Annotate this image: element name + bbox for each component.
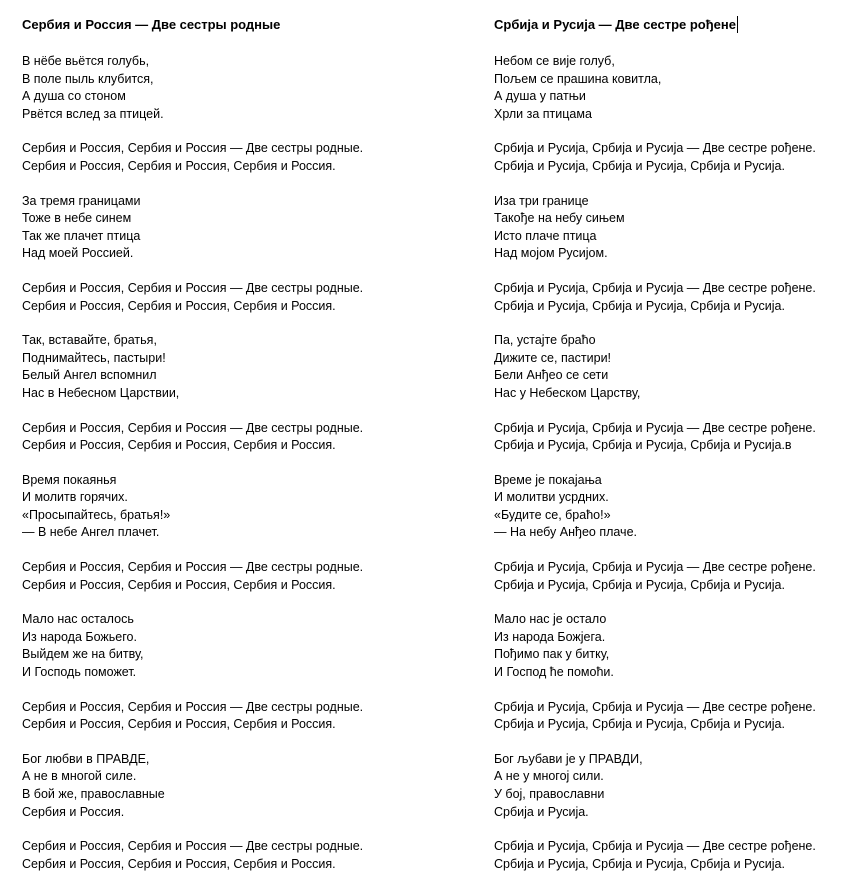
russian-verse-line: Сербия и Россия, Сербия и Россия — Две сестры родные. <box>22 141 364 156</box>
russian-title <box>22 16 422 33</box>
russian-stanza <box>22 332 422 402</box>
russian-verse-line: Время покаянья <box>22 472 117 487</box>
serbian-verse-line: Мало нас је остало <box>494 612 607 627</box>
russian-verse-line: Сербия и Россия, Сербия и Россия, Сербия и Россия. <box>22 577 336 592</box>
text-cursor <box>737 16 738 33</box>
serbian-stanza <box>494 53 864 123</box>
serbian-verse-line: Исто плаче птица <box>494 228 597 243</box>
serbian-verse-line: Пођимо пак у битку, <box>494 647 610 662</box>
serbian-stanza <box>494 332 864 402</box>
serbian-verse-line: Србија и Русија, Србија и Русија — Две сестре рођене. <box>494 141 816 156</box>
serbian-verse-line: Србија и Русија, Србија и Русија — Две сестре рођене. <box>494 280 816 295</box>
russian-title-text: Сербия и Россия — Две сестры родные <box>22 17 281 32</box>
serbian-stanza <box>494 472 864 542</box>
russian-verse-line: Тоже в небе синем <box>22 211 132 226</box>
russian-column <box>22 16 422 890</box>
russian-verse-line: Белый Ангел вспомнил <box>22 368 157 383</box>
serbian-verse-line: Хрли за птицама <box>494 106 592 121</box>
russian-stanza <box>22 53 422 123</box>
russian-verse-line: Сербия и Россия. <box>22 804 125 819</box>
serbian-stanza <box>494 193 864 263</box>
russian-verse-line: Сербия и Россия, Сербия и Россия, Сербия и Россия. <box>22 717 336 732</box>
russian-verse-line: «Просыпайтесь, братья!» <box>22 507 171 522</box>
russian-verse-line: А не в многой силе. <box>22 769 137 784</box>
russian-verse-line: Сербия и Россия, Сербия и Россия — Две сестры родные. <box>22 699 364 714</box>
serbian-verse-line: Србија и Русија. <box>494 804 589 819</box>
serbian-verse-line: Србија и Русија, Србија и Русија, Србија и Русија. <box>494 298 785 313</box>
russian-verse-line: А душа со стоном <box>22 89 126 104</box>
serbian-verse-line: И Господ ће помоћи. <box>494 665 614 680</box>
russian-verse-line: Сербия и Россия, Сербия и Россия — Две сестры родные. <box>22 560 364 575</box>
russian-verse-line: Над моей Россией. <box>22 246 134 261</box>
serbian-verse-line: Србија и Русија, Србија и Русија — Две сестре рођене. <box>494 560 816 575</box>
serbian-verse-line: Србија и Русија, Србија и Русија — Две сестре рођене. <box>494 839 816 854</box>
russian-stanza <box>22 193 422 263</box>
serbian-title-text: Србија и Русија — Две сестре рођене <box>494 17 736 32</box>
russian-stanza <box>22 140 422 175</box>
russian-verse-line: В нёбе вьётся голубь, <box>22 54 150 68</box>
russian-verse-line: Мало нас осталось <box>22 612 134 627</box>
serbian-stanza <box>494 140 864 175</box>
serbian-verse-line: — На небу Анђео плаче. <box>494 525 637 540</box>
russian-verse-line: Сербия и Россия, Сербия и Россия, Сербия и Россия. <box>22 856 336 871</box>
serbian-title <box>494 16 864 33</box>
russian-verse-line: — В небе Ангел плачет. <box>22 525 160 540</box>
serbian-verse-line: Србија и Русија, Србија и Русија — Две сестре рођене. <box>494 420 816 435</box>
russian-verse-line: Рвётся вслед за птицей. <box>22 106 164 121</box>
russian-stanza <box>22 699 422 734</box>
russian-verse-line: В бой же, православные <box>22 787 165 801</box>
serbian-verse-line: У бој, православни <box>494 787 605 801</box>
russian-stanza <box>22 420 422 455</box>
serbian-stanzas <box>494 53 864 873</box>
serbian-verse-line: А душа у патњи <box>494 89 586 104</box>
serbian-verse-line: Бели Анђео се сети <box>494 368 609 383</box>
russian-stanza <box>22 751 422 821</box>
russian-verse-line: Так, вставайте, братья, <box>22 333 157 348</box>
russian-stanzas <box>22 53 422 873</box>
russian-verse-line: Сербия и Россия, Сербия и Россия — Две сестры родные. <box>22 839 364 854</box>
serbian-stanza <box>494 699 864 734</box>
serbian-verse-line: Такође на небу сињем <box>494 211 625 226</box>
russian-stanza <box>22 472 422 542</box>
russian-verse-line: В поле пыль клубится, <box>22 71 154 86</box>
serbian-stanza <box>494 838 864 873</box>
serbian-verse-line: Србија и Русија, Србија и Русија, Србија и Русија. <box>494 158 785 173</box>
russian-verse-line: За тремя границами <box>22 193 141 208</box>
serbian-stanza <box>494 751 864 821</box>
serbian-verse-line: Иза три границе <box>494 193 589 208</box>
serbian-stanza <box>494 420 864 455</box>
serbian-stanza <box>494 611 864 681</box>
serbian-verse-line: Пољем се прашина ковитла, <box>494 71 662 86</box>
serbian-verse-line: И молитви усрдних. <box>494 490 609 505</box>
serbian-column <box>494 16 864 890</box>
russian-verse-line: Сербия и Россия, Сербия и Россия — Две сестры родные. <box>22 280 364 295</box>
serbian-verse-line: Србија и Русија, Србија и Русија, Србија и Русија. <box>494 856 785 871</box>
serbian-verse-line: Над мојом Русијом. <box>494 246 608 261</box>
russian-verse-line: Сербия и Россия, Сербия и Россия, Сербия и Россия. <box>22 438 336 453</box>
serbian-verse-line: Србија и Русија, Србија и Русија — Две сестре рођене. <box>494 699 816 714</box>
russian-verse-line: И Господь поможет. <box>22 665 137 680</box>
serbian-verse-line: Небом се вије голуб, <box>494 54 615 68</box>
russian-verse-line: Бог любви в ПРАВДЕ, <box>22 751 150 766</box>
russian-verse-line: Сербия и Россия, Сербия и Россия, Сербия и Россия. <box>22 298 336 313</box>
russian-stanza <box>22 838 422 873</box>
serbian-verse-line: Из народа Божјега. <box>494 629 606 644</box>
russian-verse-line: Из народа Божьего. <box>22 629 137 644</box>
serbian-verse-line: А не у многој сили. <box>494 769 604 784</box>
serbian-verse-line: Србија и Русија, Србија и Русија, Србија и Русија. <box>494 717 785 732</box>
serbian-stanza <box>494 559 864 594</box>
russian-verse-line: Нас в Небесном Царствии, <box>22 385 180 400</box>
serbian-verse-line: Па, устајте браћо <box>494 333 596 348</box>
russian-verse-line: И молитв горячих. <box>22 490 128 505</box>
russian-stanza <box>22 559 422 594</box>
russian-verse-line: Выйдем же на битву, <box>22 647 144 662</box>
russian-stanza <box>22 611 422 681</box>
serbian-verse-line: Србија и Русија, Србија и Русија, Србија и Русија. <box>494 577 785 592</box>
serbian-verse-line: Нас у Небеском Царству, <box>494 385 641 400</box>
russian-verse-line: Сербия и Россия, Сербия и Россия, Сербия и Россия. <box>22 158 336 173</box>
serbian-verse-line: «Будите се, браћо!» <box>494 507 611 522</box>
serbian-verse-line: Србија и Русија, Србија и Русија, Србија и Русија.в <box>494 438 792 453</box>
russian-stanza <box>22 280 422 315</box>
serbian-verse-line: Време је покајања <box>494 472 602 487</box>
russian-verse-line: Сербия и Россия, Сербия и Россия — Две сестры родные. <box>22 420 364 435</box>
russian-verse-line: Так же плачет птица <box>22 228 141 243</box>
serbian-verse-line: Бог љубави је у ПРАВДИ, <box>494 751 643 766</box>
russian-verse-line: Поднимайтесь, пастыри! <box>22 350 166 365</box>
serbian-stanza <box>494 280 864 315</box>
serbian-verse-line: Дижите се, пастири! <box>494 350 612 365</box>
